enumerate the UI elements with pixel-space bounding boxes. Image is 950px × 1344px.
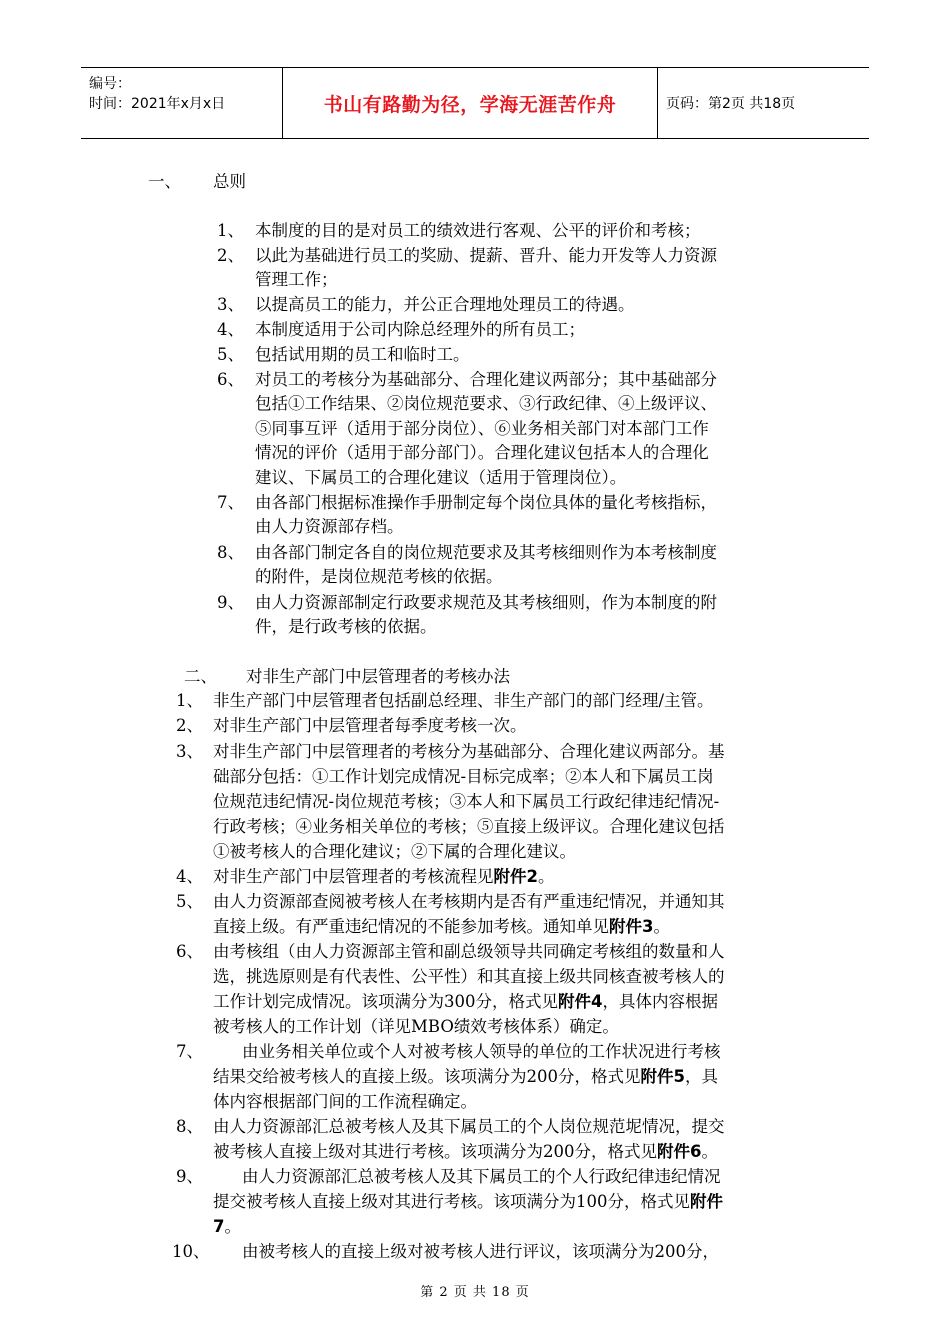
list-item-text: 非生产部门中层管理者包括副总经理、非生产部门的部门经理/主管。 [213, 691, 714, 710]
header-page-info: 页码：第2页 共18页 [666, 96, 796, 112]
list-item-text: 对员工的考核分为基础部分、合理化建议两部分；其中基础部分 [255, 370, 717, 389]
list-item-text: 建议、下属员工的合理化建议（适用于管理岗位）。 [255, 468, 627, 487]
list-item-text: 选，挑选原则是有代表性、公平性）和其直接上级共同核查被考核人的 [213, 967, 725, 986]
list-item-text: 由被考核人的直接上级对被考核人进行评议，该项满分为200分， [242, 1242, 719, 1261]
list-item-number: 8、 [217, 543, 244, 562]
list-item-number: 6、 [217, 370, 244, 389]
section1-title: 总则 [213, 172, 246, 191]
attachment-ref: 附件 [690, 1192, 723, 1211]
section2-title: 对非生产部门中层管理者的考核办法 [246, 667, 510, 686]
list-item-text: 被考核人直接上级对其进行考核。该项满分为200分，格式见附件6。 [213, 1142, 718, 1161]
attachment-ref: 7 [213, 1217, 225, 1236]
list-item-number: 2、 [176, 716, 203, 735]
attachment-ref: 附件2 [493, 867, 538, 886]
list-item-number: 4、 [176, 867, 203, 886]
page-footer: 第 2 页 共 18 页 [420, 1285, 530, 1300]
list-item-text: 以此为基础进行员工的奖励、提薪、晋升、能力开发等人力资源 [255, 246, 717, 265]
document-header [81, 67, 869, 139]
list-item-number: 5、 [217, 345, 244, 364]
list-item-text: 的附件，是岗位规范考核的依据。 [255, 567, 503, 586]
list-item-text: 件，是行政考核的依据。 [255, 617, 437, 636]
list-item-text: 直接上级。有严重违纪情况的不能参加考核。通知单见附件3。 [213, 917, 670, 936]
list-item-number: 10、 [172, 1242, 210, 1261]
list-item-text: 体内容根据部门间的工作流程确定。 [213, 1092, 477, 1111]
list-item-text: 对非生产部门中层管理者每季度考核一次。 [213, 716, 527, 735]
number-label: 编号： [89, 76, 131, 92]
list-item-text: 由考核组（由人力资源部主管和副总级领导共同确定考核组的数量和人 [213, 942, 725, 961]
list-item-number: 3、 [176, 742, 203, 761]
list-item-text: 础部分包括：①工作计划完成情况-目标完成率；②本人和下属员工岗 [213, 767, 714, 786]
list-item-text: 对非生产部门中层管理者的考核流程见附件2。 [213, 867, 555, 886]
list-item-text: 行政考核；④业务相关单位的考核；⑤直接上级评议。合理化建议包括 [213, 817, 725, 836]
list-item-number: 1、 [176, 691, 203, 710]
list-item-number: 9、 [176, 1167, 203, 1186]
list-item-text: 提交被考核人直接上级对其进行考核。该项满分为100分，格式见附件 [213, 1192, 723, 1211]
list-item-text: 7。 [213, 1217, 241, 1236]
list-item-text: ①被考核人的合理化建议；②下属的合理化建议。 [213, 842, 576, 861]
list-item-text: 包括试用期的员工和临时工。 [255, 345, 470, 364]
list-item-text: 由人力资源部存档。 [255, 517, 404, 536]
attachment-ref: 附件4 [558, 992, 603, 1011]
header-motto: 书山有路勤为径，学海无涯苦作舟 [323, 93, 617, 116]
section2-number: 二、 [184, 667, 217, 686]
header-divider [657, 68, 658, 138]
list-item-text: 由各部门根据标准操作手册制定每个岗位具体的量化考核指标， [255, 493, 717, 512]
list-item-text: 由各部门制定各自的岗位规范要求及其考核细则作为本考核制度 [255, 543, 717, 562]
section1-number: 一、 [148, 172, 181, 191]
list-item-number: 7、 [176, 1042, 203, 1061]
list-item-text: 工作计划完成情况。该项满分为300分，格式见附件4，具体内容根据 [213, 992, 718, 1011]
list-item-number: 7、 [217, 493, 244, 512]
attachment-ref: 附件6 [657, 1142, 702, 1161]
list-item-text: 位规范违纪情况-岗位规范考核；③本人和下属员工行政纪律违纪情况- [213, 792, 720, 811]
header-meta [89, 74, 225, 114]
list-item-text: 结果交给被考核人的直接上级。该项满分为200分，格式见附件5，具 [213, 1067, 718, 1086]
list-item-text: 由业务相关单位或个人对被考核人领导的单位的工作状况进行考核 [242, 1042, 721, 1061]
list-item-text: 本制度的目的是对员工的绩效进行客观、公平的评价和考核； [255, 221, 701, 240]
list-item-number: 2、 [217, 246, 244, 265]
attachment-ref: 附件5 [640, 1067, 685, 1086]
list-item-number: 5、 [176, 892, 203, 911]
list-item-text: 由人力资源部汇总被考核人及其下属员工的个人岗位规范坭情况，提交 [213, 1117, 725, 1136]
list-item-text: 被考核人的工作计划（详见MBO绩效考核体系）确定。 [213, 1017, 619, 1036]
list-item-text: ⑤同事互评（适用于部分岗位）、⑥业务相关部门对本部门工作 [255, 419, 709, 438]
list-item-number: 4、 [217, 320, 244, 339]
list-item-text: 以提高员工的能力，并公正合理地处理员工的待遇。 [255, 295, 635, 314]
date-line: 时间：2021年x月x日 [89, 96, 226, 112]
list-item-text: 对非生产部门中层管理者的考核分为基础部分、合理化建议两部分。基 [213, 742, 725, 761]
list-item-number: 8、 [176, 1117, 203, 1136]
list-item-text: 由人力资源部制定行政要求规范及其考核细则，作为本制度的附 [255, 593, 717, 612]
list-item-number: 9、 [217, 593, 244, 612]
list-item-text: 情况的评价（适用于部分部门）。合理化建议包括本人的合理化 [255, 443, 709, 462]
list-item-number: 6、 [176, 942, 203, 961]
attachment-ref: 附件3 [609, 917, 654, 936]
list-item-text: 包括①工作结果、②岗位规范要求、③行政纪律、④上级评议、 [255, 394, 717, 413]
list-item-text: 由人力资源部汇总被考核人及其下属员工的个人行政纪律违纪情况 [242, 1167, 721, 1186]
list-item-number: 3、 [217, 295, 244, 314]
list-item-number: 1、 [217, 221, 244, 240]
list-item-text: 管理工作； [255, 270, 338, 289]
list-item-text: 由人力资源部查阅被考核人在考核期内是否有严重违纪情况，并通知其 [213, 892, 725, 911]
list-item-text: 本制度适用于公司内除总经理外的所有员工； [255, 320, 585, 339]
